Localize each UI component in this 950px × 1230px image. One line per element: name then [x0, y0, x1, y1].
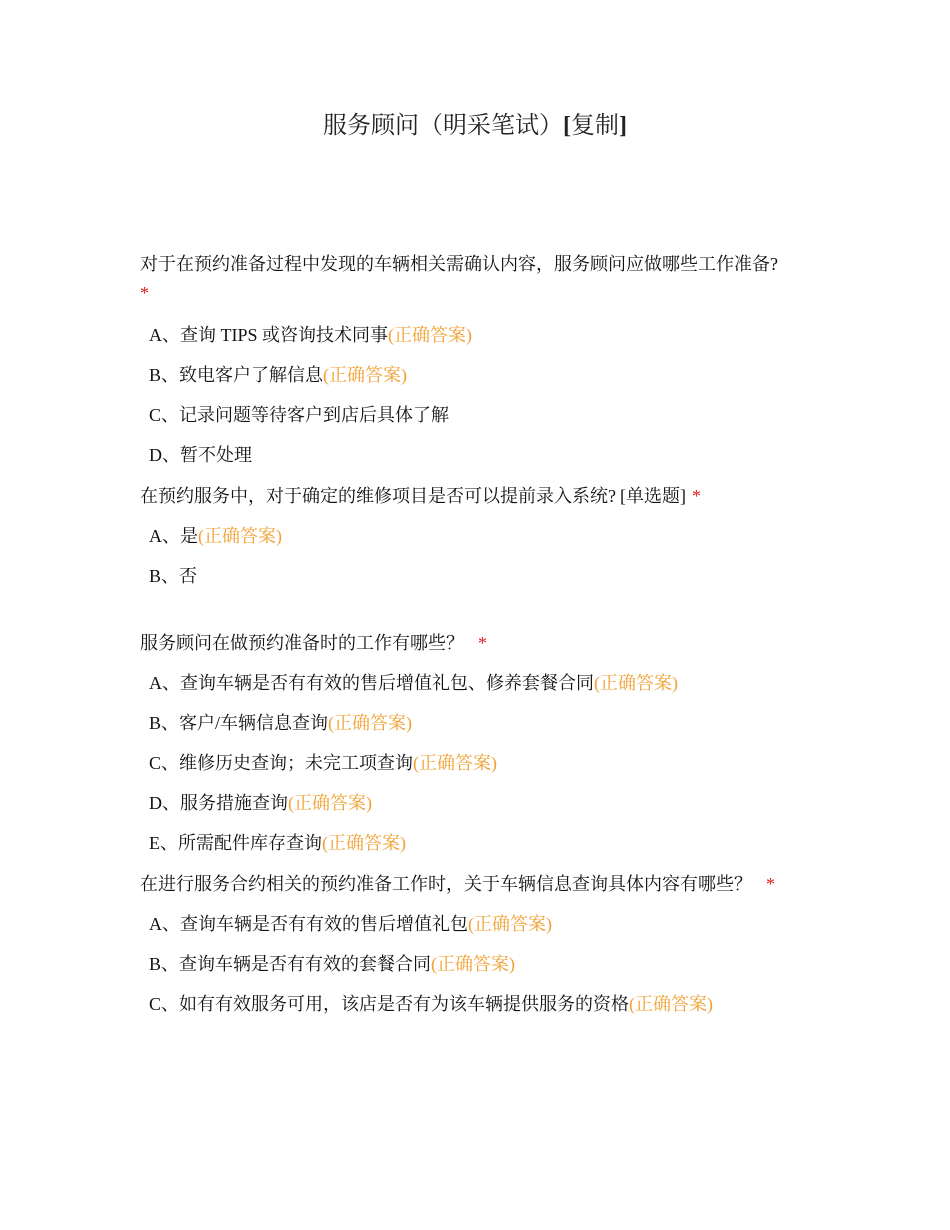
required-mark: * — [766, 874, 775, 894]
option-item — [149, 670, 820, 696]
option-item — [149, 911, 820, 937]
question-3-text — [140, 629, 820, 658]
question-list — [140, 250, 820, 1031]
option-item — [149, 790, 820, 816]
correct-answer-tag: (正确答案) — [594, 673, 678, 693]
correct-answer-tag: (正确答案) — [388, 325, 473, 345]
option-text: A、查询车辆是否有有效的售后增值礼包、修养套餐合同 — [149, 673, 594, 693]
option-text: B、客户/车辆信息查询 — [149, 713, 329, 733]
page-title-text: 服务顾问（明采笔试） — [323, 113, 563, 139]
option-text: E、所需配件库存查询 — [149, 833, 322, 853]
option-item — [149, 991, 820, 1017]
required-mark: * — [478, 633, 487, 653]
option-item — [149, 830, 820, 856]
required-mark: * — [140, 283, 149, 303]
option-item — [149, 362, 820, 388]
option-text: A、查询车辆是否有有效的售后增值礼包 — [149, 914, 468, 934]
correct-answer-tag: (正确答案) — [328, 713, 413, 733]
question-1 — [140, 250, 820, 468]
question-3-options — [140, 670, 820, 856]
correct-answer-tag: (正确答案) — [322, 833, 406, 853]
option-item — [149, 750, 820, 776]
option-item — [149, 710, 820, 736]
question-2-options — [140, 523, 820, 589]
question-2-text — [140, 482, 820, 511]
question-3-stem: 服务顾问在做预约准备时的工作有哪些？ — [140, 633, 464, 653]
option-text: C、记录问题等待客户到店后具体了解 — [149, 405, 450, 425]
option-text: C、维修历史查询；未完工项查询 — [149, 753, 414, 773]
option-text: B、查询车辆是否有有效的套餐合同 — [149, 954, 432, 974]
question-2-stem: 在预约服务中，对于确定的维修项目是否可以提前录入系统? — [140, 486, 616, 506]
option-text: D、暂不处理 — [149, 445, 252, 465]
title-bracket-open: [ — [563, 113, 571, 139]
option-item — [149, 563, 820, 589]
correct-answer-tag: (正确答案) — [629, 994, 714, 1014]
option-text: B、否 — [149, 566, 198, 586]
option-item — [149, 322, 820, 348]
question-4-text — [140, 870, 820, 899]
question-1-options — [140, 322, 820, 468]
required-mark: * — [692, 486, 701, 506]
option-text: A、是 — [149, 526, 198, 546]
title-bracket-close: ] — [619, 113, 627, 139]
question-type-label: [单选题] — [620, 486, 686, 506]
option-item — [149, 442, 820, 468]
question-3 — [140, 629, 820, 856]
option-item — [149, 523, 820, 549]
question-4-stem: 在进行服务合约相关的预约准备工作时，关于车辆信息查询具体内容有哪些？ — [140, 874, 752, 894]
question-1-stem: 对于在预约准备过程中发现的车辆相关需确认内容，服务顾问应做哪些工作准备? — [140, 254, 778, 274]
correct-answer-tag: (正确答案) — [468, 914, 552, 934]
question-1-text — [140, 250, 810, 308]
correct-answer-tag: (正确答案) — [413, 753, 498, 773]
option-text: B、致电客户了解信息 — [149, 365, 324, 385]
option-text: C、如有有效服务可用，该店是否有为该车辆提供服务的资格 — [149, 994, 630, 1014]
page-title — [0, 110, 950, 142]
question-2 — [140, 482, 820, 589]
option-text: A、查询 TIPS 或咨询技术同事 — [149, 325, 389, 345]
correct-answer-tag: (正确答案) — [323, 365, 408, 385]
correct-answer-tag: (正确答案) — [198, 526, 282, 546]
option-item — [149, 402, 820, 428]
question-4 — [140, 870, 820, 1017]
copy-label: 复制 — [571, 113, 619, 139]
option-text: D、服务措施查询 — [149, 793, 288, 813]
correct-answer-tag: (正确答案) — [431, 954, 516, 974]
correct-answer-tag: (正确答案) — [288, 793, 372, 813]
option-item — [149, 951, 820, 977]
question-4-options — [140, 911, 820, 1017]
